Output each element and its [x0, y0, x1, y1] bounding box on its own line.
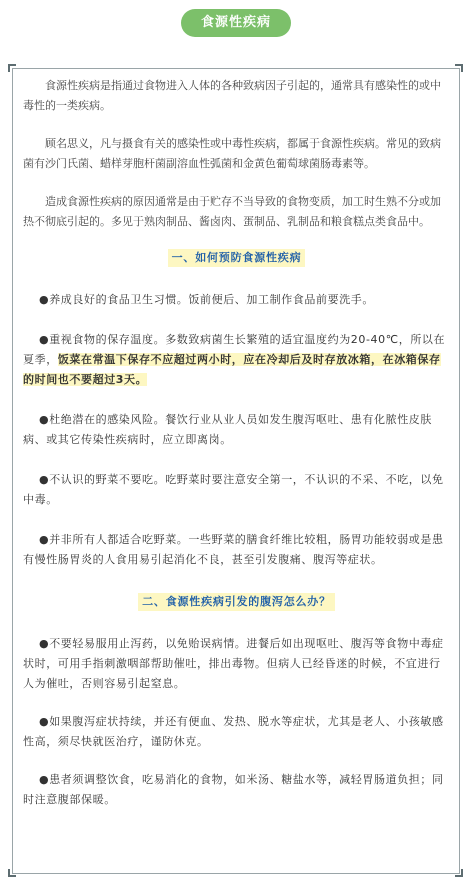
article-body	[23, 76, 450, 828]
frame-corner-bottom-left	[8, 869, 16, 877]
prevention-item-wild-vegetables-suitability: ●并非所有人都适合吃野菜。一些野菜的膳食纤维比较粗，肠胃功能较弱或是患有慢性肠胃炎的人食用易引起消化不良，甚至引发腹痛、腹泻等症状。	[23, 533, 444, 566]
prevention-item-storage	[23, 330, 450, 390]
prevention-item-infection-risk: ●杜绝潜在的感染风险。餐饮行业从业人员如发生腹泻呕吐、患有化脓性皮肤病、或其它传染性疾病时，应立即离岗。	[23, 413, 432, 446]
intro-paragraph-definition: 食源性疾病是指通过食物进入人体的各种致病因子引起的，通常具有感染性的或中毒性的一类疾病。	[23, 79, 441, 112]
storage-text: ●重视食物的保存温度。多数致病菌生长繁殖的适宜温度约为20-40℃，所以在夏季，	[23, 333, 446, 366]
section-heading-diarrhea-text: 二、食源性疾病引发的腹泻怎么办？	[138, 593, 335, 611]
section-heading-prevention	[23, 248, 450, 268]
prevention-item-unknown-wild-vegetables: ●不认识的野菜不要吃。吃野菜时要注意安全第一，不认识的不采、不吃，以免中毒。	[23, 473, 444, 506]
diarrhea-item-antidiarrheal: ●不要轻易服用止泻药，以免贻误病情。进餐后如出现呕吐、腹泻等食物中毒症状时，可用手指刺激咽部帮助催吐，排出毒物。但病人已经昏迷的时候，不宜进行人为催吐，否则容易引起窒息。	[23, 637, 444, 690]
frame-corner-top-left	[8, 64, 16, 72]
diarrhea-item-seek-medical: ●如果腹泻症状持续，并还有便血、发热、脱水等症状，尤其是老人、小孩敏感性高，须尽快就医治疗，谨防休克。	[23, 715, 444, 748]
prevention-item-hygiene: ●养成良好的食品卫生习惯。饭前便后、加工制作食品前要洗手。	[39, 293, 374, 306]
frame-corner-top-right	[455, 64, 463, 72]
intro-paragraph-pathogens: 顾名思义，凡与摄食有关的感染性或中毒性疾病，都属于食源性疾病。常见的致病菌有沙门氏菌、蜡样芽胞杆菌副溶血性弧菌和金黄色葡萄球菌肠毒素等。	[23, 137, 441, 170]
intro-paragraph-causes: 造成食源性疾病的原因通常是由于贮存不当导致的食物变质，加工时生熟不分或加热不彻底引起的。多见于熟肉制品、酱卤肉、蛋制品、乳制品和粮食糕点类食品中。	[23, 195, 441, 228]
section-heading-diarrhea	[23, 592, 450, 612]
section-heading-prevention-text: 一、如何预防食源性疾病	[168, 249, 306, 267]
diarrhea-item-diet: ●患者须调整饮食，吃易消化的食物，如米汤、糖盐水等，减轻胃肠道负担；同时注意腹部保暖。	[23, 773, 444, 806]
storage-highlight: 饭菜在常温下保存不应超过两小时，应在冷却后及时存放冰箱，在冰箱保存的时间也不要超过3天。	[23, 353, 441, 386]
frame-corner-bottom-right	[455, 869, 463, 877]
page-title: 食源性疾病	[181, 9, 291, 37]
